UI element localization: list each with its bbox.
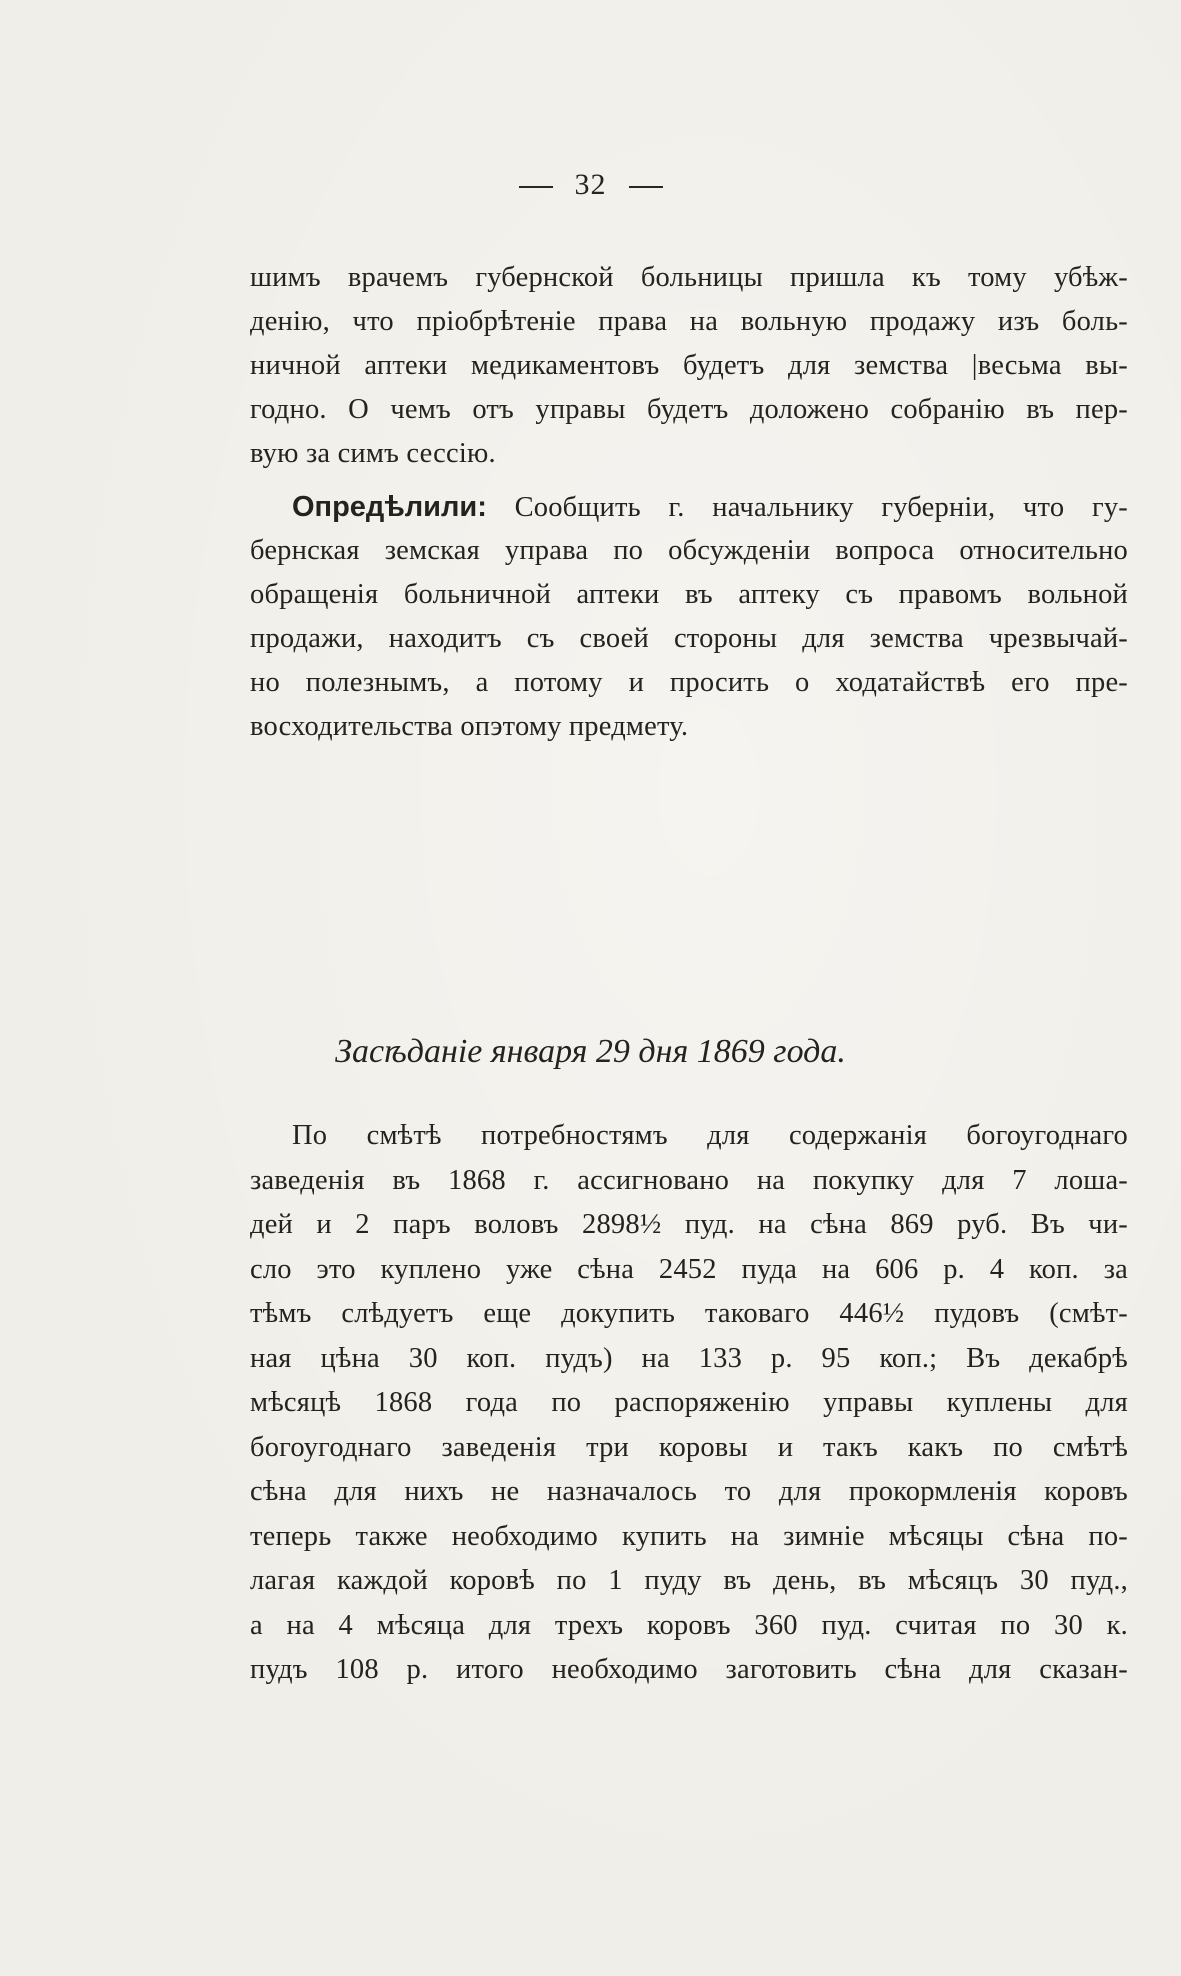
page-number-dash-right (629, 186, 663, 188)
text-line: продажи, находитъ съ своей стороны для земства чрезвычай- (250, 623, 1128, 654)
text-line: богоугоднаго заведенія три коровы и такъ какъ по смѣтѣ (250, 1431, 1128, 1463)
text-line: лагая каждой коровѣ по 1 пуду въ день, въ мѣсяцъ 30 пуд., (250, 1565, 1128, 1596)
text-line: заведенія въ 1868 г. ассигновано на покупку для 7 лоша- (250, 1164, 1128, 1196)
text-line: теперь также необходимо купить на зимніе мѣсяцы сѣна по- (250, 1520, 1128, 1552)
paragraph-3 (250, 1114, 1128, 1693)
text-line: вую за симъ сессію. (250, 438, 496, 469)
paragraph-2 (250, 485, 1128, 749)
text-line: мѣсяцѣ 1868 года по распоряженію управы куплены для (250, 1387, 1128, 1418)
text-line: сѣна для нихъ не назначалось то для прокормленія коровъ (250, 1476, 1128, 1507)
text-line: а на 4 мѣсяца для трехъ коровъ 360 пуд. считая по 30 к. (250, 1609, 1128, 1641)
text-line: тѣмъ слѣдуетъ еще докупить таковаго 446½ пудовъ (смѣт- (250, 1298, 1128, 1329)
text-line (250, 485, 1128, 529)
text-line: По смѣтѣ потребностямъ для содержанія богоугоднаго (292, 1120, 1128, 1151)
text-line: денію, что пріобрѣтеніе права на вольную продажу изъ боль- (250, 306, 1128, 337)
text-line: ничной аптеки медикаментовъ будетъ для земства |весьма вы- (250, 350, 1128, 381)
text-line: сло это куплено уже сѣна 2452 пуда на 606 р. 4 коп. за (250, 1253, 1128, 1285)
text-line: годно. О чемъ отъ управы будетъ доложено собранію въ пер- (250, 394, 1128, 425)
session-heading: Засѣданіе января 29 дня 1869 года. (335, 1033, 846, 1070)
text-line: ная цѣна 30 коп. пудъ) на 133 р. 95 коп.; Въ декабрѣ (250, 1342, 1128, 1374)
text-line: обращенія больничной аптеки въ аптеку съ правомъ вольной (250, 579, 1128, 610)
page-number (0, 168, 1181, 202)
resolution-lead-rest: Сообщить г. начальнику губерніи, что гу- (514, 492, 1128, 523)
text-line: дей и 2 паръ воловъ 2898½ пуд. на сѣна 869 руб. Въ чи- (250, 1209, 1128, 1240)
page-number-text: 32 (574, 168, 607, 201)
text-line: бернская земская управа по обсужденіи вопроса относительно (250, 535, 1128, 566)
text-line: восходительства опэтому предмету. (250, 711, 689, 742)
text-line: пудъ 108 р. итого необходимо заготовить сѣна для сказан- (250, 1654, 1128, 1685)
text-line: шимъ врачемъ губернской больницы пришла къ тому убѣж- (250, 262, 1128, 293)
paragraph-1 (250, 256, 1128, 476)
page-number-dash-left (519, 186, 553, 188)
resolution-lead: Опредѣлили: (292, 491, 487, 523)
text-line: но полезнымъ, а потому и просить о ходатайствѣ его пре- (250, 667, 1128, 698)
